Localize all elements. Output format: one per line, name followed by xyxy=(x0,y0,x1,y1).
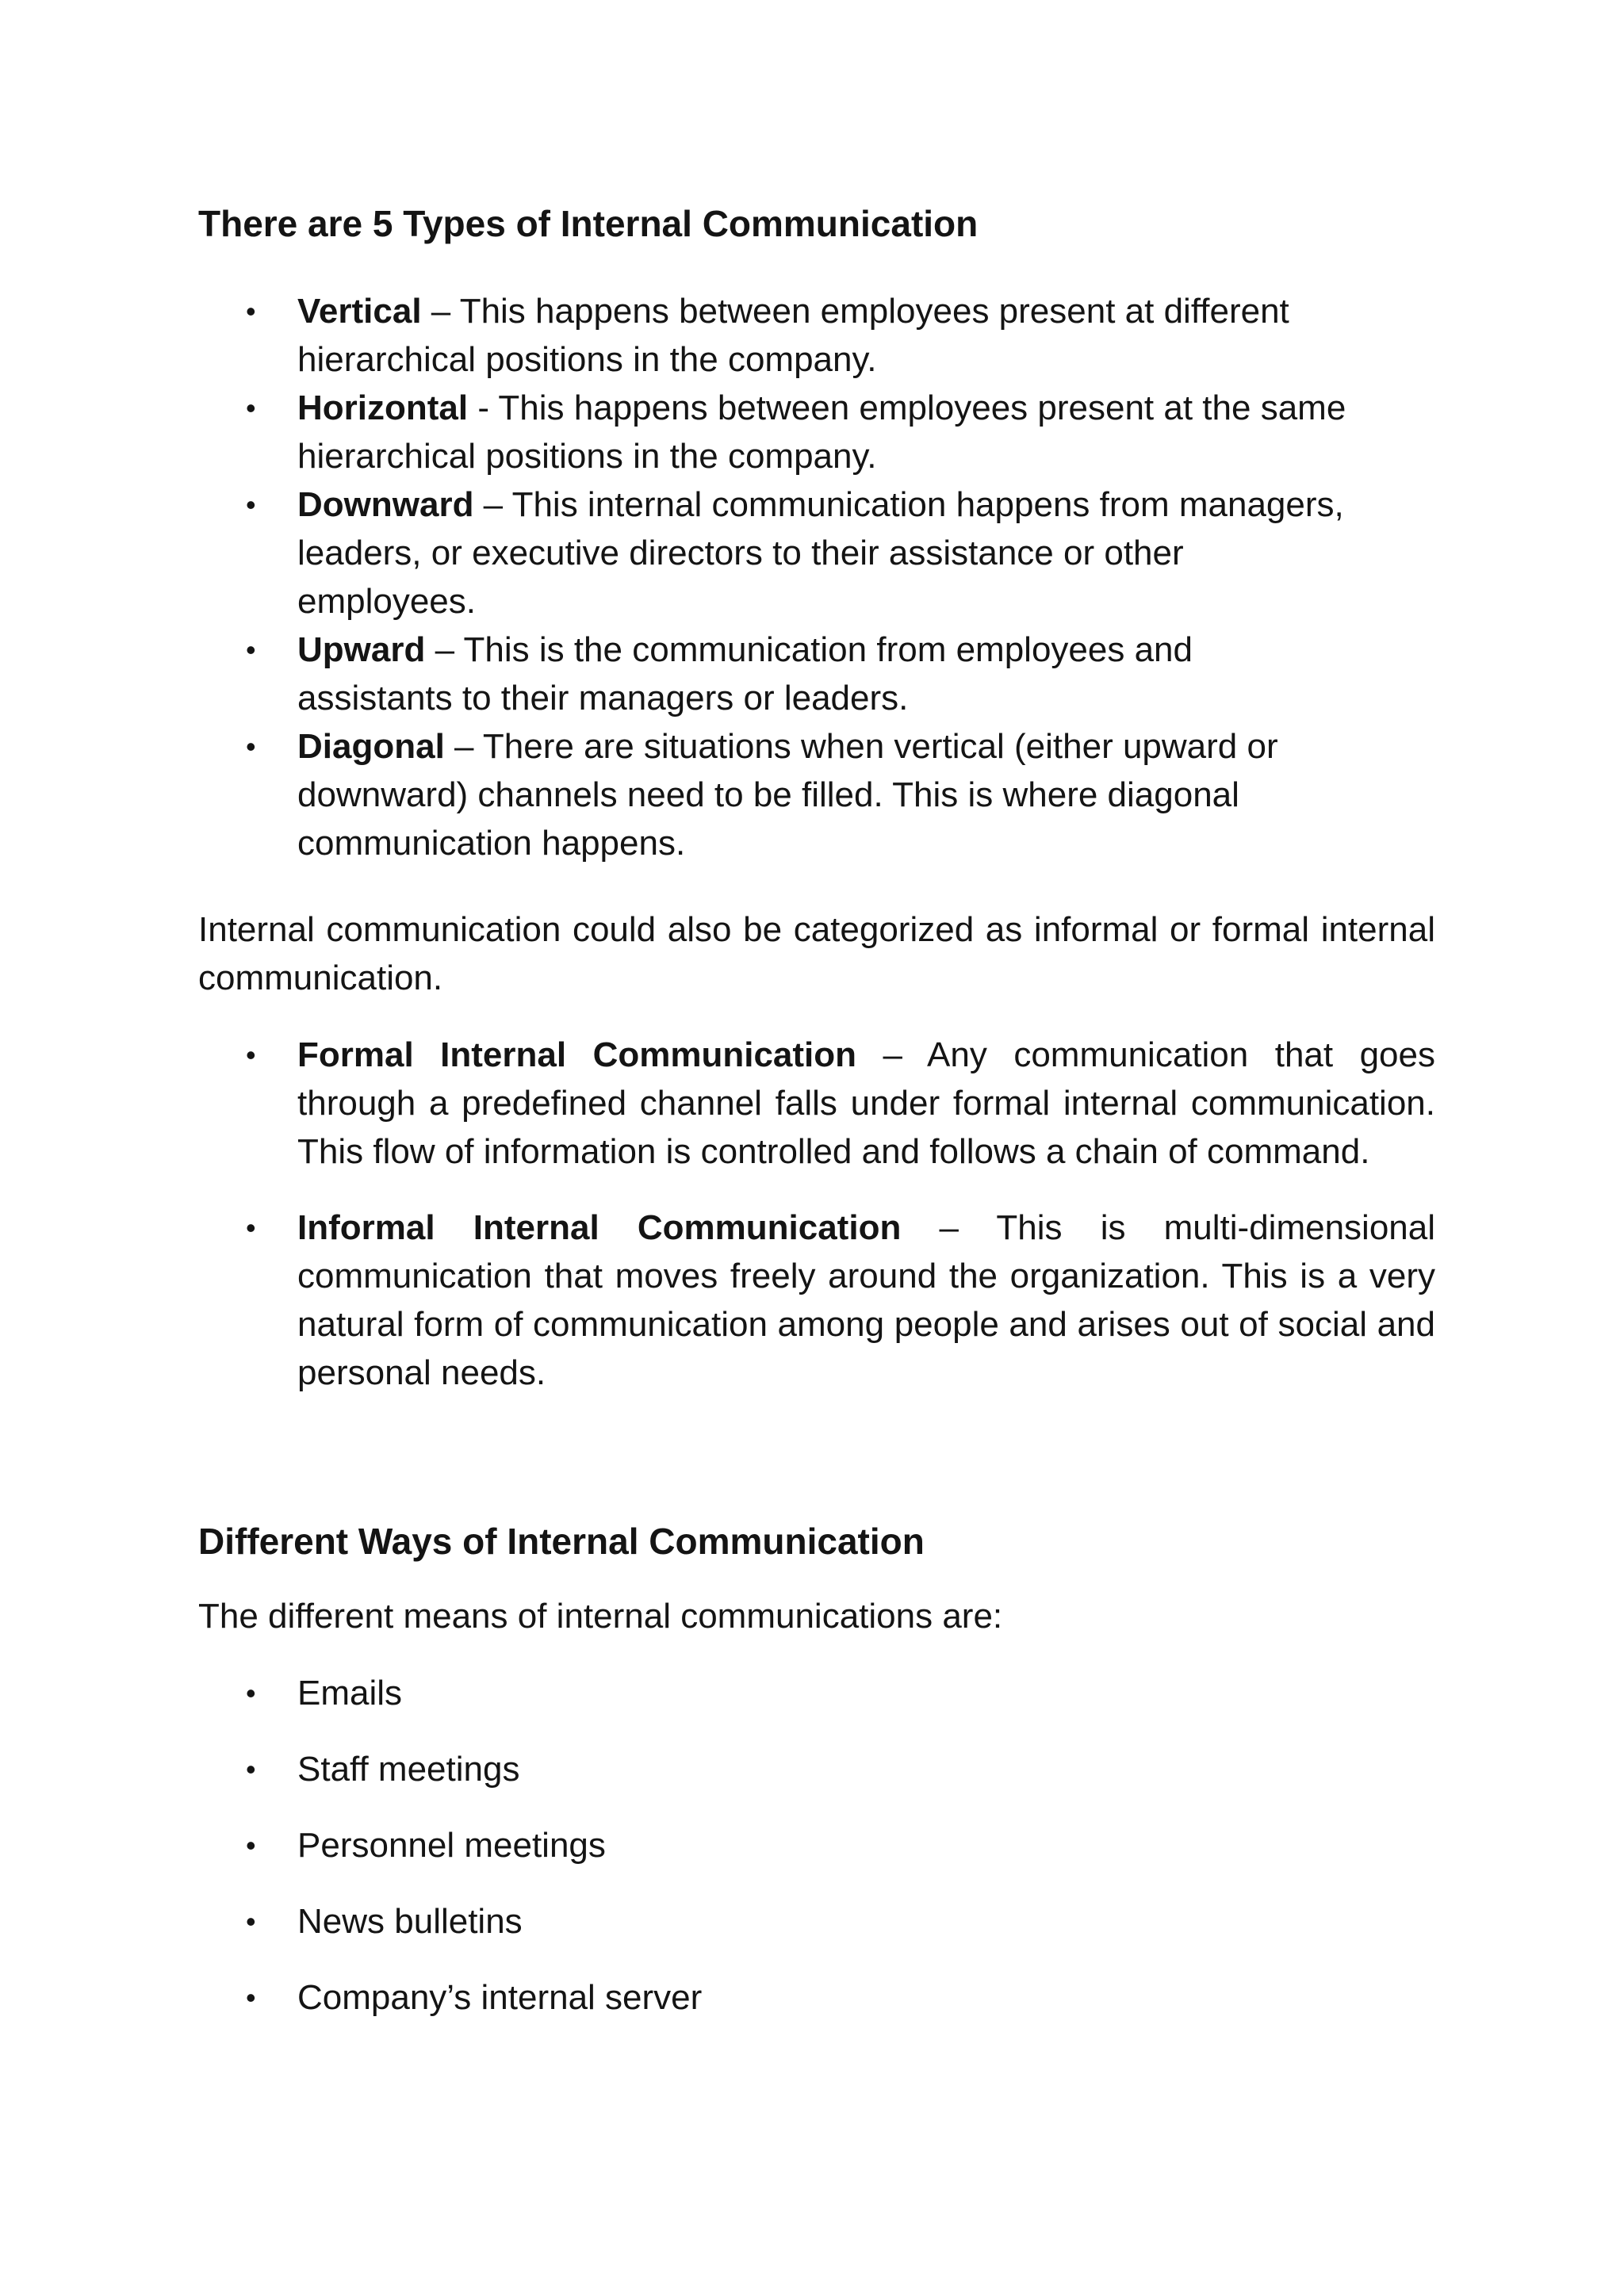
means-label: News bulletins xyxy=(297,1902,523,1941)
term-description: - This happens between employees present at the same hierarchical positions in the company. xyxy=(297,388,1346,476)
term-label: Upward xyxy=(297,630,426,669)
bullet-icon: • xyxy=(246,730,256,763)
list-item xyxy=(198,722,1344,867)
bullet-icon: • xyxy=(246,295,256,327)
term-description: – This happens between employees present at different hierarchical positions in the company. xyxy=(297,292,1289,379)
term-description: – This is the communication from employees and assistants to their managers or leaders. xyxy=(297,630,1193,718)
term-label: Vertical xyxy=(297,292,422,331)
term-label: Formal Internal Communication xyxy=(297,1035,857,1074)
bullet-icon: • xyxy=(246,1905,256,1938)
list-item xyxy=(198,1897,1435,1946)
term-description: – Any communication that goes through a predefined channel falls under formal internal communication. This flow of information is controlled and follows a chain of command. xyxy=(297,1035,1435,1171)
means-label: Company’s internal server xyxy=(297,1978,703,2017)
bullet-icon: • xyxy=(246,1211,256,1244)
list-item xyxy=(198,1821,1435,1869)
term-description: – This is multi-dimensional communication that moves freely around the organization. This is a very natural form of communication among people and arises out of social and personal needs. xyxy=(297,1208,1436,1392)
term-description: – This internal communication happens from managers, leaders, or executive directors to their assistance or other employees. xyxy=(297,485,1344,621)
term-label: Informal Internal Communication xyxy=(297,1208,902,1247)
list-item xyxy=(198,480,1344,626)
list-item xyxy=(198,384,1392,480)
categories-list xyxy=(198,1031,1435,1397)
section-heading-types: There are 5 Types of Internal Communication xyxy=(198,203,979,244)
means-label: Personnel meetings xyxy=(297,1826,606,1865)
term-label: Horizontal xyxy=(297,388,469,427)
list-item xyxy=(198,1973,1435,2022)
term-description: – There are situations when vertical (either upward or downward) channels need to be filled. This is where diagonal communication happens. xyxy=(297,727,1278,863)
list-item xyxy=(198,1031,1435,1176)
types-list xyxy=(198,287,1435,867)
means-label: Emails xyxy=(297,1674,403,1712)
categories-paragraph: Internal communication could also be categorized as informal or formal internal communication. xyxy=(198,910,1435,997)
bullet-icon: • xyxy=(246,1039,256,1071)
means-intro: The different means of internal communications are: xyxy=(198,1597,1003,1636)
section-heading-ways: Different Ways of Internal Communication xyxy=(198,1521,925,1562)
bullet-icon: • xyxy=(246,633,256,666)
term-label: Downward xyxy=(297,485,474,524)
document-page xyxy=(198,198,1435,2022)
bullet-icon: • xyxy=(246,1829,256,1862)
list-item xyxy=(198,287,1304,384)
list-item xyxy=(198,626,1289,722)
list-item xyxy=(198,1745,1435,1793)
means-list xyxy=(198,1669,1435,2022)
list-item xyxy=(198,1669,1435,1717)
list-item xyxy=(198,1203,1435,1397)
bullet-icon: • xyxy=(246,1981,256,2014)
bullet-icon: • xyxy=(246,488,256,521)
means-label: Staff meetings xyxy=(297,1750,520,1789)
bullet-icon: • xyxy=(246,392,256,424)
term-label: Diagonal xyxy=(297,727,445,766)
bullet-icon: • xyxy=(246,1677,256,1709)
bullet-icon: • xyxy=(246,1753,256,1785)
